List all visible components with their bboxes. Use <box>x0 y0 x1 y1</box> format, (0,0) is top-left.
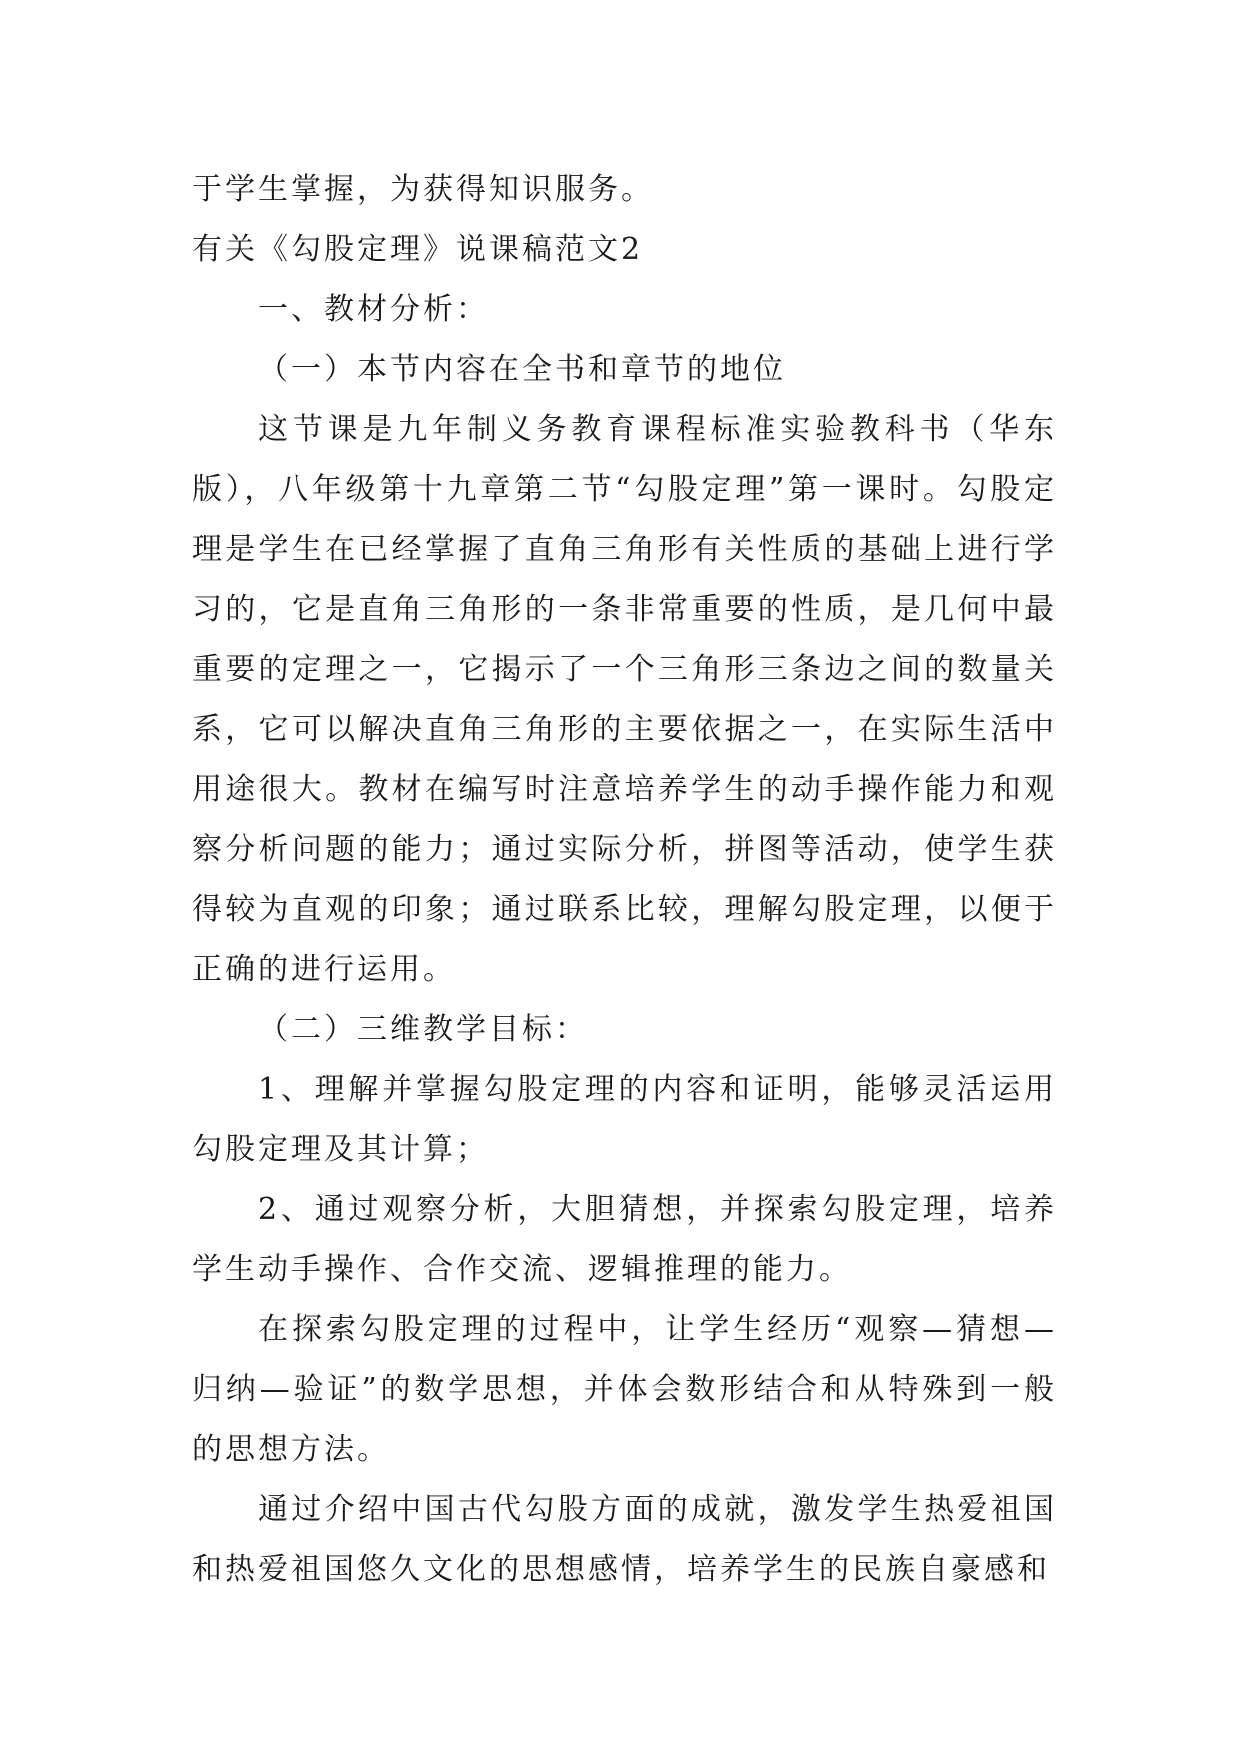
paragraph-lesson-overview: 这节课是九年制义务教育课程标准实验教科书（华东版），八年级第十九章第二节“勾股定理”第一课时。勾股定理是学生在已经掌握了直角三角形有关性质的基础上进行学习的，它是直角三角形的一条非常重要的性质，是几何中最重要的定理之一，它揭示了一个三角形三条边之间的数量关系，它可以解决直角三角形的主要依据之一，在实际生活中用途很大。教材在编写时注意培养学生的动手操作能力和观察分析问题的能力；通过实际分析，拼图等活动，使学生获得较为直观的印象；通过联系比较，理解勾股定理，以便于正确的进行运用。 <box>192 412 1057 987</box>
subheading-position: （一）本节内容在全书和章节的地位 <box>258 352 786 387</box>
section-title: 有关《勾股定理》说课稿范文2 <box>192 232 644 267</box>
paragraph-continuation: 于学生掌握，为获得知识服务。 <box>192 172 654 207</box>
document-body <box>192 160 1057 1600</box>
objective-item-2: 2、通过观察分析，大胆猜想，并探索勾股定理，培养学生动手操作、合作交流、逻辑推理的能力。 <box>192 1192 1057 1287</box>
objective-item-1: 1、理解并掌握勾股定理的内容和证明，能够灵活运用勾股定理及其计算； <box>192 1072 1057 1167</box>
paragraph-culture: 通过介绍中国古代勾股方面的成就，激发学生热爱祖国和热爱祖国悠久文化的思想感情，培养学生的民族自豪感和 <box>192 1492 1057 1587</box>
subheading-objectives: （二）三维教学目标： <box>258 1012 588 1047</box>
paragraph-process: 在探索勾股定理的过程中，让学生经历“观察—猜想—归纳—验证”的数学思想，并体会数形结合和从特殊到一般的思想方法。 <box>192 1312 1057 1467</box>
heading-textbook-analysis: 一、教材分析： <box>258 292 489 327</box>
